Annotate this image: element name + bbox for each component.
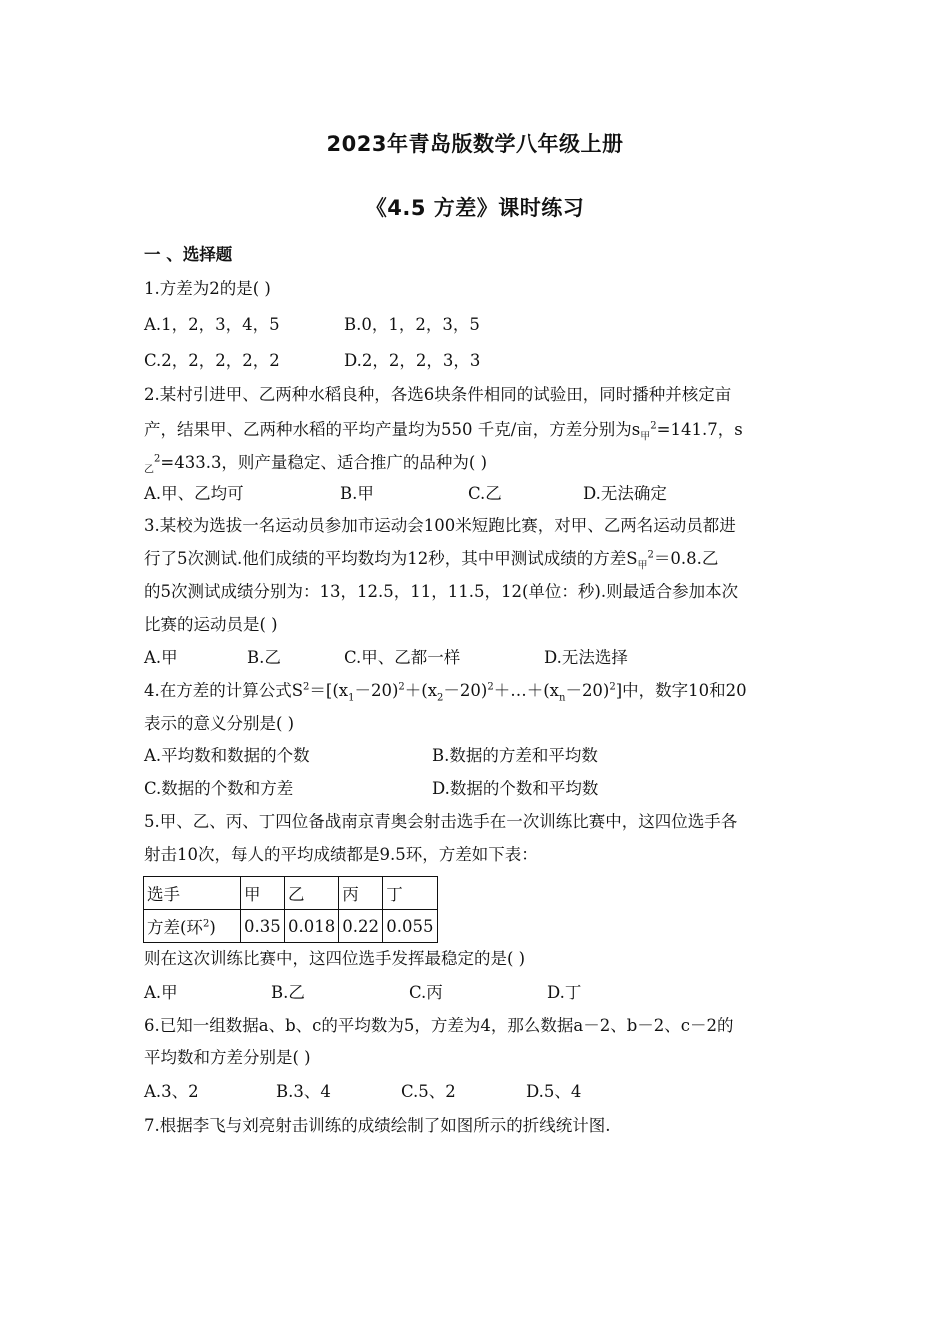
subscript: n — [558, 692, 566, 704]
question-3-line-3: 的5次测试成绩分别为：13，12.5，11，11.5，12(单位：秒).则最适合参加本次 — [144, 582, 739, 601]
q2-option-c: C.乙 — [468, 484, 502, 503]
text-run: =433.3，则产量稳定、适合推广的品种为( ) — [160, 453, 488, 472]
text-run: ) — [209, 918, 216, 937]
subscript: 1 — [348, 692, 355, 704]
table-header-cell: 丙 — [339, 877, 383, 910]
table-header-cell: 甲 — [241, 877, 285, 910]
table-cell: 0.018 — [285, 910, 339, 943]
q1-option-c: C.2，2，2，2，2 — [144, 351, 280, 370]
q5-option-c: C.丙 — [409, 983, 443, 1002]
text-run: ＝[(x — [309, 681, 349, 700]
table-header-cell: 选手 — [144, 877, 241, 910]
q6-option-a: A.3、2 — [144, 1082, 199, 1101]
question-3-line-1: 3.某校为选拔一名运动员参加市运动会100米短跑比赛，对甲、乙两名运动员都进 — [144, 516, 736, 535]
text-run: －20) — [354, 681, 399, 700]
table-cell: 0.35 — [241, 910, 285, 943]
document-subtitle: 《4.5 方差》课时练习 — [365, 196, 585, 220]
question-6-line-1: 6.已知一组数据a、b、c的平均数为5，方差为4，那么数据a－2、b－2、c－2的 — [144, 1016, 734, 1035]
superscript: 2 — [487, 681, 494, 693]
q3-option-a: A.甲 — [144, 648, 178, 667]
q4-option-b: B.数据的方差和平均数 — [432, 746, 598, 765]
subscript: 甲 — [637, 560, 648, 572]
section-heading: 一 、选择题 — [144, 245, 233, 264]
superscript: 2 — [202, 918, 210, 930]
text-run: =141.7，s — [656, 420, 743, 439]
question-5-line-3: 则在这次训练比赛中，这四位选手发挥最稳定的是( ) — [144, 949, 526, 968]
subscript: 2 — [437, 692, 444, 704]
q1-option-b: B.0，1，2，3，5 — [344, 315, 480, 334]
text-run: ＋(x — [404, 681, 438, 700]
q5-option-b: B.乙 — [271, 983, 305, 1002]
question-1-stem: 1.方差为2的是( ) — [144, 279, 271, 298]
question-4-line-2: 表示的意义分别是( ) — [144, 714, 295, 733]
q4-option-a: A.平均数和数据的个数 — [144, 746, 310, 765]
question-2-line-1: 2.某村引进甲、乙两种水稻良种，各选6块条件相同的试验田，同时播种并核定亩 — [144, 385, 732, 404]
document-title: 2023年青岛版数学八年级上册 — [326, 132, 624, 156]
question-5-line-1: 5.甲、乙、丙、丁四位备战南京青奥会射击选手在一次训练比赛中，这四位选手各 — [144, 812, 738, 831]
q1-option-d: D.2，2，2，3，3 — [344, 351, 481, 370]
superscript: 2 — [303, 681, 310, 693]
q2-option-b: B.甲 — [340, 484, 374, 503]
question-7-line-1: 7.根据李飞与刘亮射击训练的成绩绘制了如图所示的折线统计图. — [144, 1116, 611, 1135]
question-5-line-2: 射击10次，每人的平均成绩都是9.5环，方差如下表： — [144, 845, 538, 864]
q5-option-d: D.丁 — [547, 983, 582, 1002]
question-3-line-2 — [144, 547, 844, 571]
text-run: ＋…＋(x — [493, 681, 559, 700]
q6-option-c: C.5、2 — [401, 1082, 456, 1101]
q3-option-d: D.无法选择 — [544, 648, 628, 667]
q2-option-d: D.无法确定 — [583, 484, 667, 503]
table-cell: 0.22 — [339, 910, 383, 943]
question-6-line-2: 平均数和方差分别是( ) — [144, 1048, 311, 1067]
text-run: 方差(环 — [147, 918, 203, 937]
table-row — [144, 910, 438, 943]
superscript: 2 — [647, 549, 654, 561]
q4-option-c: C.数据的个数和方差 — [144, 779, 294, 798]
variance-table — [143, 876, 438, 943]
text-run: 行了5次测试.他们成绩的平均数均为12秒，其中甲测试成绩的方差S — [144, 549, 638, 568]
superscript: 2 — [154, 453, 161, 465]
table-row — [144, 877, 438, 910]
subscript: 乙 — [144, 464, 154, 476]
text-run: －20) — [565, 681, 610, 700]
table-header-cell: 乙 — [285, 877, 339, 910]
question-4-line-1 — [144, 679, 844, 703]
text-run: －20) — [443, 681, 488, 700]
table-header-cell: 丁 — [383, 877, 437, 910]
text-run: 4.在方差的计算公式S — [144, 681, 304, 700]
q1-option-a: A.1，2，3，4，5 — [144, 315, 280, 334]
question-2-line-3 — [144, 451, 844, 475]
superscript: 2 — [650, 420, 657, 432]
q3-option-c: C.甲、乙都一样 — [344, 648, 461, 667]
table-cell: 0.055 — [383, 910, 437, 943]
superscript: 2 — [398, 681, 405, 693]
subscript: 甲 — [640, 431, 651, 443]
q2-option-a: A.甲、乙均可 — [144, 484, 244, 503]
q4-option-d: D.数据的个数和平均数 — [432, 779, 599, 798]
q3-option-b: B.乙 — [247, 648, 281, 667]
q6-option-b: B.3、4 — [276, 1082, 331, 1101]
text-run: ]中，数字10和20 — [615, 681, 747, 700]
superscript: 2 — [609, 681, 616, 693]
text-run: ＝0.8.乙 — [653, 549, 719, 568]
question-2-line-2 — [144, 418, 844, 442]
table-row-label — [144, 910, 241, 943]
q6-option-d: D.5、4 — [526, 1082, 582, 1101]
q5-option-a: A.甲 — [144, 983, 178, 1002]
question-3-line-4: 比赛的运动员是( ) — [144, 615, 278, 634]
text-run: 产，结果甲、乙两种水稻的平均产量均为550 千克/亩，方差分别为s — [144, 420, 641, 439]
